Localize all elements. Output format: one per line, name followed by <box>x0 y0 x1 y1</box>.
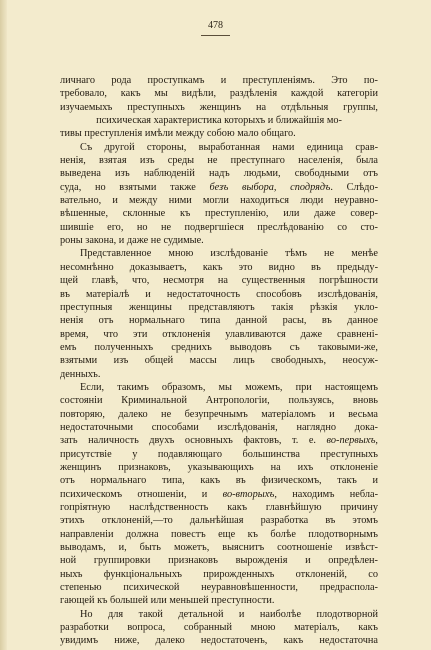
text-line: присутствіе у подавляющаго большинства преступныхъ <box>60 448 378 460</box>
emphasis-text: во-вторыхъ <box>222 488 275 500</box>
text-line: ныхъ функціональныхъ прирожденныхъ отклоненій, со <box>60 568 378 580</box>
paragraph <box>60 608 378 648</box>
text-line: повторяю, далеко не безупречнымъ матеріаломъ и весьма <box>60 408 378 420</box>
text-line: несомнѣнно доказываетъ, какъ это видно въ предыду- <box>60 261 378 273</box>
text-line: ненія отъ нормальнаго типа данной расы, въ данное <box>60 315 378 327</box>
text-line: недостаточными способами изслѣдованія, наглядно дока- <box>60 421 378 433</box>
text-line: психическомъ отношеніи, и во-вторыхъ, находимъ небла- <box>60 488 378 500</box>
text-line: гающей къ большей или меньшей преступности. <box>60 595 275 607</box>
text-line: суда, но взятыми также безъ выбора, сподрядъ. Слѣдо- <box>60 181 378 193</box>
text-line: гопріятную наслѣдственность какъ главнѣйшую причину <box>60 502 378 513</box>
text-line: взятыми изъ общей массы лицъ свободныхъ, неосуж- <box>60 355 378 367</box>
text-line: вательно, и между ними могли находиться люди неуравно- <box>60 195 378 207</box>
text-line: Съ другой стороны, выработанная нами единица срав- <box>80 141 378 153</box>
text-line: разработки вопроса, собранный мною матеріалъ, какъ <box>60 622 378 634</box>
text-line: требовало, какъ мы видѣли, раздѣленія каждой категоріи <box>60 88 378 100</box>
page-number: 478 <box>208 20 223 31</box>
text-line: выведена изъ наблюденій надъ людьми, свободными отъ <box>60 168 378 180</box>
text-line: ненія, взятая изъ среды не преступнаго населенія, была <box>60 155 378 167</box>
text-line: личнаго рода проступкамъ и преступленіямъ. Это по- <box>60 75 378 86</box>
text-line: денныхъ. <box>60 368 101 380</box>
text-line: тивы преступленія имѣли между собою мало общаго. <box>60 128 296 140</box>
paragraph <box>60 141 378 248</box>
text-line: состояніи Криминальной Антропологіи, пользуясь, вновь <box>60 395 378 407</box>
text-line: щей главѣ, что, несмотря на существенныя погрѣшности <box>60 275 378 287</box>
text-line: въ матеріалѣ и недостаточность способовъ изслѣдованія, <box>60 288 378 300</box>
body-text <box>60 74 378 648</box>
text-line: Если, такимъ образомъ, мы можемъ, при настоящемъ <box>80 381 378 393</box>
text-line: Но для такой детальной и наиболѣе плодотворной <box>80 608 378 620</box>
text-line: роны закона, и даже не судимые. <box>60 235 204 247</box>
text-line: Представленное мною изслѣдованіе тѣмъ не менѣе <box>80 248 378 260</box>
text-line: вѣшенные, склонные къ преступленію, или даже совер- <box>60 208 378 220</box>
text-line: изучаемыхъ преступныхъ женщинъ на отдѣльныя группы, <box>60 101 378 113</box>
text-line: женщинъ признаковъ, указывающихъ на ихъ отклоненіе <box>60 461 378 473</box>
paragraph <box>60 74 378 141</box>
paragraph <box>60 381 378 608</box>
emphasis-text: во-первыхъ <box>326 435 376 447</box>
paragraph <box>60 247 378 380</box>
text-line: увидимъ ниже, далеко недостаточенъ, какъ недостаточна <box>60 635 378 647</box>
text-line: степенью психической неуравновѣшенности, предраспола- <box>60 582 378 594</box>
text-line: выводамъ, и, быть можетъ, выяснитъ соотношеніе извѣст- <box>60 542 378 554</box>
text-line: емъ полученныхъ среднихъ выводовъ съ таковыми-же, <box>60 341 378 353</box>
text-line: шившіе его, но не подвергшіеся преслѣдованію со сто- <box>60 221 378 233</box>
text-line: преступныя женщины представляютъ такія рѣзкія укло- <box>60 301 378 313</box>
text-line: зать наличность двухъ основныхъ фактовъ, т. е. во-первыхъ, <box>60 435 378 447</box>
page-number-rule <box>201 35 230 36</box>
text-line: психическая характеристика которыхъ и ближайшія мо- <box>96 115 342 127</box>
text-line: этихъ отклоненій,—то дальнѣйшая разработка въ этомъ <box>60 515 378 527</box>
text-line: отъ нормальнаго типа, какъ въ физическомъ, такъ и <box>60 475 378 487</box>
emphasis-text: безъ выбора, сподрядъ <box>209 181 331 193</box>
text-line: направленіи должна повестъ еще къ болѣе плодотворнымъ <box>60 528 378 540</box>
text-line: ной группировки признаковъ вырожденія и опредѣлен- <box>60 555 378 567</box>
text-line: время, что эти отклоненія улавливаются даже сравнені- <box>60 328 378 340</box>
page-binding-edge <box>0 0 7 650</box>
